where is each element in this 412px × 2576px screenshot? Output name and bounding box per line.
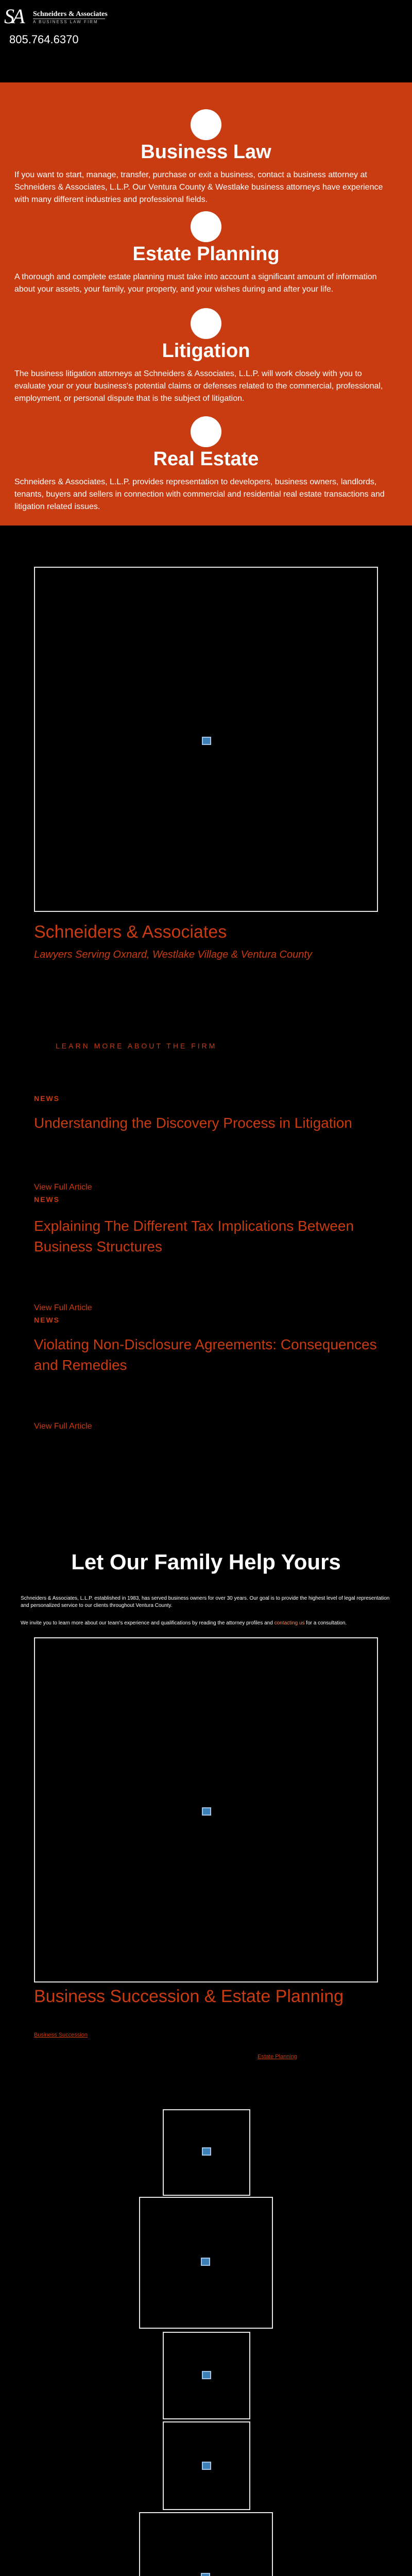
- family-heading: Let Our Family Help Yours: [71, 1550, 341, 1574]
- news-label: NEWS: [34, 1195, 60, 1204]
- news-title[interactable]: Violating Non-Disclosure Agreements: Consequences and Remedies: [34, 1336, 377, 1373]
- estate-planning-link[interactable]: Estate Planning: [258, 2054, 298, 2060]
- award-badge-image: [139, 2512, 273, 2576]
- video-placeholder-icon: [202, 1807, 211, 1816]
- image-placeholder-icon: [202, 2147, 211, 2156]
- service-icon: [191, 308, 221, 339]
- contact-us-link[interactable]: contacting us: [274, 1620, 305, 1626]
- service-text: The business litigation attorneys at Schneiders & Associates, L.L.P. will work closely with you to evaluate your or your business's potential claims or defenses related to the commercial, professional, employment, or personal dispute that is the subject of litigation.: [14, 369, 383, 403]
- section-heading: Business Succession & Estate Planning: [34, 1987, 344, 2006]
- service-icon: [191, 109, 221, 140]
- business-succession-link[interactable]: Business Succession: [34, 2032, 88, 2038]
- image-placeholder-icon: [201, 2573, 210, 2576]
- news-label: NEWS: [34, 1094, 60, 1103]
- logo[interactable]: [4, 6, 117, 29]
- service-title: Litigation: [162, 340, 250, 362]
- family-paragraph-text: We invite you to learn more about our team's experience and qualifications by reading the attorney profiles and: [21, 1620, 273, 1626]
- view-full-article-link[interactable]: View Full Article: [34, 1303, 92, 1312]
- service-title: Estate Planning: [132, 243, 280, 265]
- learn-more-link[interactable]: LEARN MORE ABOUT THE FIRM: [56, 1042, 217, 1050]
- news-label: NEWS: [34, 1316, 60, 1324]
- service-icon: [191, 416, 221, 447]
- service-title: Real Estate: [153, 448, 259, 470]
- service-text: If you want to start, manage, transfer, purchase or exit a business, contact a business attorney at Schneiders & Associates, L.L.P. Our Ventura County & Westlake business attorneys have experience with many different industries and professional fields.: [14, 171, 383, 204]
- service-title: Business Law: [141, 141, 271, 163]
- award-badge-image: [139, 2197, 273, 2329]
- logo-subtitle: A BUSINESS LAW FIRM: [33, 20, 98, 24]
- award-badge-image: [163, 2109, 250, 2196]
- service-text: Schneiders & Associates, L.L.P. provides representation to developers, business owners, landlords, tenants, buyers and sellers in connection with commercial and residential real estate transactions and litigation related issues.: [14, 478, 385, 511]
- site-header: [0, 0, 412, 82]
- firm-tagline: Lawyers Serving Oxnard, Westlake Village & Ventura County: [34, 949, 312, 960]
- phone-number[interactable]: 805.764.6370: [9, 33, 79, 46]
- image-placeholder-icon: [202, 2371, 211, 2379]
- view-full-article-link[interactable]: View Full Article: [34, 1183, 92, 1192]
- video-frame[interactable]: [34, 567, 378, 912]
- family-paragraph-contact: [21, 1620, 391, 1627]
- family-paragraph-tail: for a consultation.: [306, 1620, 347, 1626]
- logo-mark: SA: [4, 5, 23, 28]
- news-title[interactable]: Understanding the Discovery Process in Litigation: [34, 1115, 352, 1131]
- video-placeholder-icon: [202, 737, 211, 745]
- firm-name-heading: Schneiders & Associates: [34, 922, 227, 942]
- award-badge-image: [163, 2421, 250, 2510]
- service-icon: [191, 211, 221, 242]
- family-paragraph: Schneiders & Associates, L.L.P. established in 1983, has served business owners for over 30 years. Our goal is to provide the highest level of legal representation and personalized service to our clients throughout Ventura County.: [21, 1596, 390, 1608]
- image-placeholder-icon: [201, 2258, 210, 2266]
- logo-firm-name: Schneiders & Associates: [33, 10, 108, 18]
- view-full-article-link[interactable]: View Full Article: [34, 1422, 92, 1431]
- service-text: A thorough and complete estate planning must take into account a significant amount of information about your assets, your family, your property, and your wishes during and after your life.: [14, 273, 377, 294]
- image-placeholder-icon: [202, 2462, 211, 2470]
- news-title[interactable]: Explaining The Different Tax Implications Between Business Structures: [34, 1218, 354, 1255]
- award-badge-image: [163, 2332, 250, 2419]
- video-frame[interactable]: [34, 1637, 378, 1982]
- practice-areas-section: [0, 82, 412, 526]
